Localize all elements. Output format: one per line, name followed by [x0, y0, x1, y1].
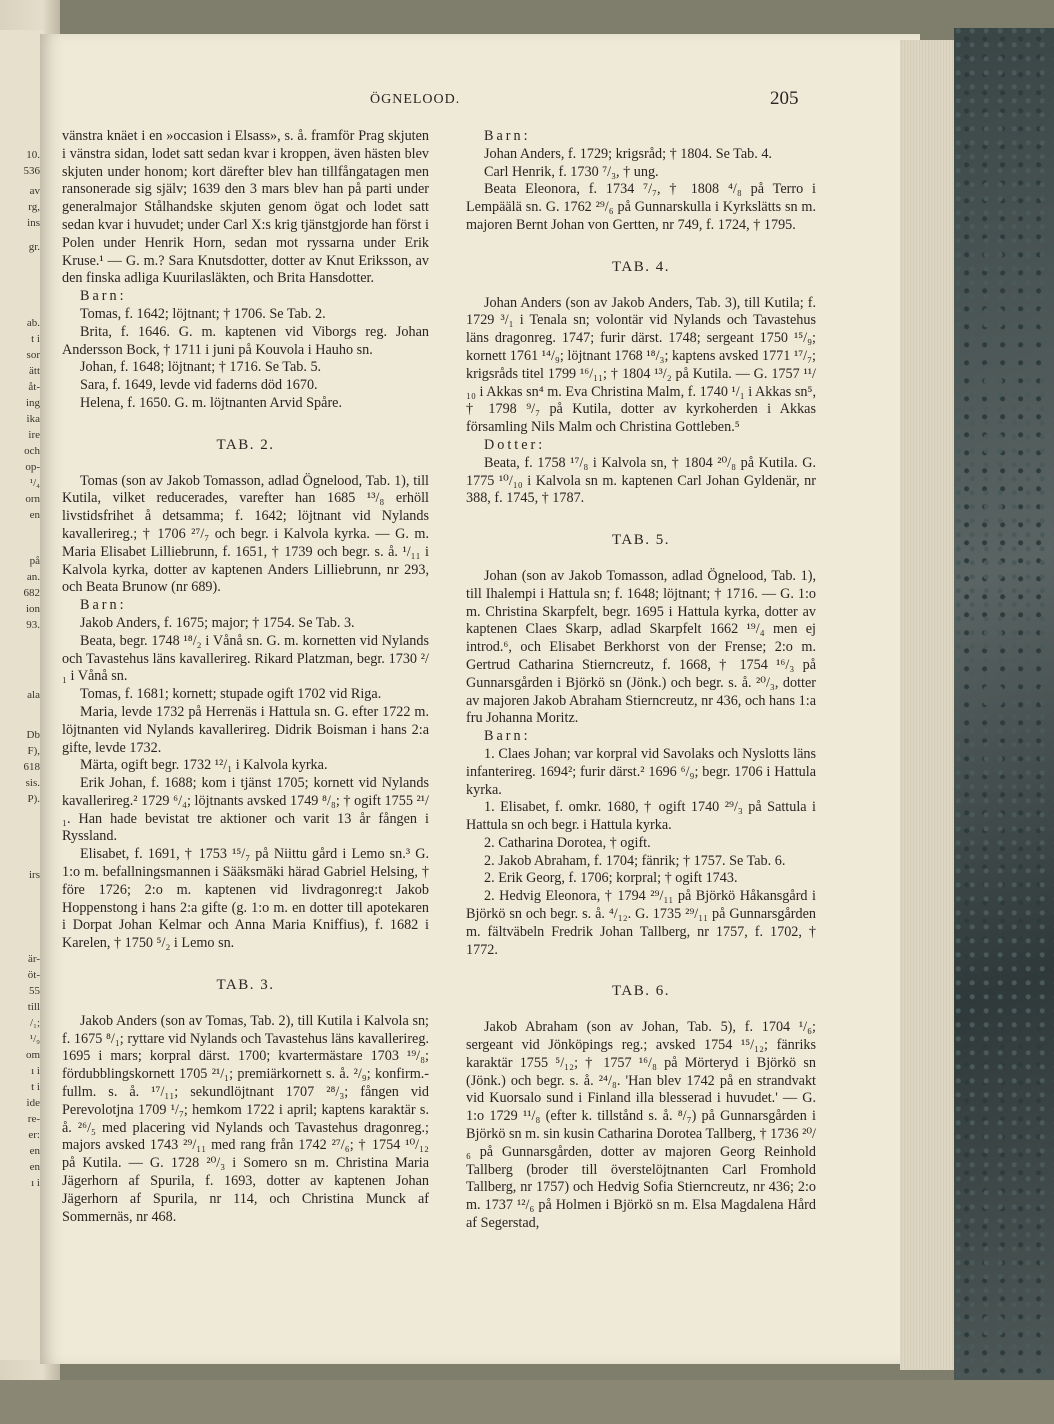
margin-fragment: åt- [28, 381, 40, 393]
child-entry: Johan Anders, f. 1729; krigsråd; † 1804. Se Tab. 4. [484, 145, 772, 162]
margin-fragment: ätt [29, 365, 40, 377]
child-entry: 1. Elisabet, f. omkr. 1680, † ogift 1740 ²⁹/₃ på Sattula i Hattula sn och begr. i Hattula kyrka. [466, 799, 816, 834]
margin-fragment: ing [25, 397, 40, 409]
margin-fragment: op- [25, 461, 40, 473]
margin-fragment: till [27, 1001, 40, 1013]
margin-fragment: öt- [27, 969, 40, 981]
child-entry: Johan, f. 1648; löjtnant; † 1716. Se Tab. 5. [80, 359, 322, 376]
child-entry: 2. Catharina Dorotea, † ogift. [484, 834, 651, 851]
page-block-edge [900, 40, 956, 1370]
margin-fragment: en [29, 1145, 40, 1157]
margin-fragment: sis. [25, 777, 40, 789]
children-label: Barn: [484, 128, 531, 144]
margin-fragment: ala [27, 689, 40, 701]
child-entry: Brita, f. 1646. G. m. kaptenen vid Viborgs reg. Johan Andersson Bock, † 1711 i juni på Kouvola i Hauho sn. [62, 323, 429, 358]
child-entry: Beata Eleonora, f. 1734 ⁷/₇, † 1808 ⁴/₈ på Terro i Lempäälä sn. G. 1762 ²⁹/₆ på Gunnarskulla i Kyrkslätts sn m. majoren Bernt Johan von Gertten, nr 749, f. 1724, † 1795. [466, 181, 816, 233]
child-entry: Elisabet, f. 1691, † 1753 ¹⁵/₇ på Niittu gård i Lemo sn.³ G. 1:o m. befallningsmannen i Sääksmäki härad Gabriel Helsing, † före 1726; 2:o m. kaptenen vid livdragonreg:t Jakob Hoppenstong i hans 2:a gifte (g. 1:o m. en dotter till apotekaren i Dorpat Johan Kelmar och Anna Maria Kniffius), f. 1682 i Karelen, † 1750 ⁵/₂ i Lemo sn. [62, 846, 429, 952]
margin-fragment: ab. [26, 317, 40, 329]
child-entry: Helena, f. 1650. G. m. löjtnanten Arvid Spåre. [80, 394, 343, 411]
child-entry: 2. Jakob Abraham, f. 1704; fänrik; † 1757. Se Tab. 6. [484, 852, 786, 869]
margin-fragment: sor [26, 349, 40, 361]
margin-fragment: er: [28, 1129, 40, 1141]
table-heading-2: TAB. 2. [216, 436, 275, 453]
table-heading-6: TAB. 6. [611, 983, 671, 1000]
table-heading-4: TAB. 4. [611, 258, 671, 275]
children-label: Barn: [80, 597, 127, 614]
child-entry: 2. Hedvig Eleonora, † 1794 ²⁹/₁₁ på Björkö Håkansgård i Björkö sn och begr. s. å. ⁴/₁₂. G. 1735 ²⁹/₁₁ på Gunnarsgården m. fältväbeln Fredrik Johan Tallberg, nr 1757, f. 1702, † 1772. [466, 888, 816, 958]
margin-fragment: ins [27, 217, 40, 229]
tab-6-paragraph: Jakob Abraham (son av Johan, Tab. 5), f. 1704 ¹/₆; sergeant vid Jönköpings reg.; avsked 1754 ¹⁵/₁₂; fänriks karaktär 1755 ⁵/₁₂; † 1757 ¹⁶/₈ på Mörteryd i Björkö sn (Jönk.) och begr. s. å. ²⁴/₈. 'Han blev 1742 på en strandvakt vid Kuorsalo sund i Finland illa blesserad i huvudet.' — G. 1:o 1729 ¹¹/₈ (efter k. tillstånd s. å. ⁸/₇) på Gunnarsgården i Björkö sn m. sin kusin Catharina Dorotea Tallberg, † 1736 ²⁰/₆ på Gunnarsgården, dotter av majoren Georg Reinhold Tallberg (broder till överstelöjtnanten Carl Fromhold Tallberg, nr 1757) och Hedvig Sofia Stierncreutz, nr 436; 2:o m. 1737 ¹²/₆ på Holmen i Björkö sn m. Elsa Magdalena Hård af Segerstad, [466, 1019, 816, 1232]
table-heading-3: TAB. 3. [216, 977, 275, 994]
margin-fragment: en [29, 1161, 40, 1173]
child-entry: Tomas, f. 1681; kornett; stupade ogift 1702 vid Riga. [80, 686, 382, 703]
page-header [0, 88, 1054, 112]
margin-fragment: ion [25, 603, 40, 615]
left-column [62, 128, 429, 1226]
tab-3-paragraph: Jakob Anders (son av Tomas, Tab. 2), till Kutila i Kalvola sn; f. 1675 ⁸/₁; ryttare vid Nylands och Tavastehus läns kavallerireg. 1695 i mars; korpral därst. 1700; kvartermästare 1703 ¹⁹/₈; fördubblingskornett 1705 ²¹/₁; premiärkornett s. å. ²/₉; konfirm.-fullm. s. å. ¹⁷/₁₁; sekundlöjtnant 1707 ²⁸/₃; fången vid Perevolotjna 1709 ¹/₇; hemkom 1722 i april; kaptens karaktär s. å. ²⁶/₅ med placering vid Nylands och Tavastehus dragonreg.; majors avsked 1743 ²⁹/₁₁ med rang från 1742 ²⁷/₆; † 1754 ¹⁰/₁₂ på Kutila. — G. 1728 ²⁰/₃ i Somero sn m. Christina Maria Jägerhorn af Spurila, f. 1693, dotter av kaptenen Johan Jägerhorn af Spurila, nr 114, och Christina Munck af Sommernäs, nr 468. [62, 1012, 429, 1225]
margin-fragment: 618 [23, 761, 40, 773]
child-entry: Sara, f. 1649, levde vid faderns död 1670. [80, 377, 318, 394]
margin-fragment: ¹/₉ [29, 1033, 40, 1045]
child-entry: Maria, levde 1732 på Herrenäs i Hattula sn. G. efter 1722 m. löjtnanten vid Nylands kavallerireg. Didrik Boisman i hans 2:a gifte, levde 1732. [62, 703, 429, 756]
margin-fragment: ı i [31, 1065, 40, 1077]
margin-fragment: orn [25, 493, 40, 505]
margin-fragment: av [29, 185, 40, 197]
table-heading-5: TAB. 5. [611, 532, 671, 549]
margin-fragment: ı i [31, 1177, 40, 1189]
child-entry: Märta, ogift begr. 1732 ¹²/₁ i Kalvola kyrka. [80, 757, 328, 774]
child-entry: Tomas, f. 1642; löjtnant; † 1706. Se Tab. 2. [80, 305, 326, 322]
previous-page-edge [0, 30, 44, 1360]
margin-fragment: 93. [26, 619, 40, 631]
page-number: 205 [770, 88, 799, 109]
margin-fragment: an. [26, 571, 40, 583]
margin-fragment: re- [27, 1113, 40, 1125]
book-cover [954, 28, 1054, 1388]
running-title: ÖGNELOOD. [370, 92, 461, 107]
margin-fragment: på [29, 555, 40, 567]
tab-2-paragraph: Tomas (son av Jakob Tomasson, adlad Ögnelood, Tab. 1), till Kutila, vilket reducerades, varefter han 1685 ¹³/₈ erhöll livstidsfrihet å detsamma; f. 1642; löjtnant vid Nylands kavallerireg.; † 1706 ²⁷/₇ och begr. i Kalvola kyrka. — G. m. Maria Elisabet Lilliebrunn, f. 1651, † 1739 och begr. s. å. ¹/₁₁ i Kalvola kyrka, dotter av kaptenen Anders Lilliebrunn, nr 293, och Beata Brunow (nr 689). [62, 472, 429, 596]
margin-fragment: ide [26, 1097, 40, 1109]
margin-fragment: och [24, 445, 40, 457]
children-label: Barn: [484, 728, 531, 745]
child-entry: 1. Claes Johan; var korpral vid Savolaks och Nyslotts läns infanterireg. 1694²; furir därst.² 1696 ⁶/₉; begr. 1706 i Hattula kyrka. [466, 745, 816, 798]
child-entry: 2. Erik Georg, f. 1706; korpral; † ogift 1743. [484, 870, 738, 887]
margin-fragment: är- [28, 953, 40, 965]
child-entry: Beata, begr. 1748 ¹⁸/₂ i Vånå sn. G. m. kornetten vid Nylands och Tavastehus läns kavallerireg. Rikard Platzman, begr. 1730 ²/₁ i Vånå sn. [62, 632, 429, 685]
tab-4-paragraph: Johan Anders (son av Jakob Anders, Tab. 3), till Kutila; f. 1729 ³/₁ i Tenala sn; volontär vid Nylands och Tavastehus läns dragonreg. 1747; furir därst. 1748; sergeant 1750 ¹⁵/₉; kornett 1761 ¹⁴/₉; löjtnant 1768 ¹⁸/₃; kaptens avsked 1771 ¹⁷/₇; krigsråds titel 1799 ¹⁶/₁₁; † 1804 ¹³/₂ på Kutila. — G. 1757 ¹¹/₁₀ i Akkas sn⁴ m. Eva Christina Malm, f. 1740 ¹/₁ i Akkas sn⁵, † 1798 ⁹/₇ på Kutila, dotter av kyrkoherden i Akkas församling Nils Malm och Christina Gottleben.⁵ [466, 294, 816, 436]
margin-fragment: ¹/₄ [29, 477, 40, 489]
daughter-label: Dotter: [484, 436, 546, 453]
margin-fragment: /₁; [30, 1017, 40, 1029]
paragraph-continued: vänstra knäet i en »occasion i Elsass», s. å. framför Prag skjuten i vänstra sidan, lodet satt sedan kvar i kroppen, även hästen blev skjuten under honom; kort därefter blev han tillfångatagen men ransonerade sig själv; 1639 den 3 mars blev han på parti under generalmajor Stålhandske skjuten genom ögat och lodet satt sedan kvar i huvudet; under Carl X:s krig tjänstgjorde han först i Polen under Henrik Horn, sedan mot ryssarna under Erik Kruse.¹ — G. m.? Sara Knutsdotter, dotter av Knut Eriksson, av den finska adliga Kuurilasläkten, och Brita Hansdotter. [62, 128, 429, 287]
margin-fragment: en [29, 509, 40, 521]
margin-fragment: ika [26, 413, 40, 425]
margin-fragment: Db [26, 729, 40, 741]
margin-fragment: om [25, 1049, 40, 1061]
child-entry: Beata, f. 1758 ¹⁷/₈ i Kalvola sn, † 1804 ²⁰/₈ på Kutila. G. 1775 ¹⁰/₁₀ i Kalvola sn m. kaptenen Carl Johan Gyldenär, nr 388, f. 1745, † 1787. [466, 454, 816, 507]
background-bottom [0, 1380, 1054, 1424]
margin-fragment: F), [27, 745, 40, 757]
child-entry: Carl Henrik, f. 1730 ⁷/₃, † ung. [484, 163, 659, 180]
right-column [466, 128, 816, 1233]
child-entry: Jakob Anders, f. 1675; major; † 1754. Se Tab. 3. [80, 614, 355, 631]
margin-fragment: gr. [28, 241, 40, 253]
margin-fragment: t i [31, 1081, 40, 1093]
margin-fragment: 682 [23, 587, 40, 599]
margin-fragment: P). [27, 793, 40, 805]
margin-fragment: 55 [29, 985, 40, 997]
margin-fragment: rg, [28, 201, 40, 213]
child-entry: Erik Johan, f. 1688; kom i tjänst 1705; kornett vid Nylands kavallerireg.² 1729 ⁶/₄; löjtnants avsked 1749 ⁸/₈; † ogift 1755 ²¹/₁. Han hade bevistat tre aktioner och varit 13 år fången i Ryssland. [62, 775, 429, 845]
children-label: Barn: [80, 288, 127, 305]
margin-fragment: 536 [23, 165, 40, 177]
margin-fragment: ire [28, 429, 40, 441]
margin-fragment: irs [29, 869, 40, 881]
tab-5-paragraph: Johan (son av Jakob Tomasson, adlad Ögnelood, Tab. 1), till Ihalempi i Hattula sn; f. 1648; löjtnant; † 1716. — G. 1:o m. Christina Skarpfelt, begr. 1695 i Hattula kyrka, dotter av kaptenen Claes Skarp, adlad Skarpfelt 1662 ¹⁹/₄ men ej introd.⁶, och Elisabet Berkhorst von der Frense; 2:o m. Gertrud Catharina Stierncreutz, f. 1668, † 1754 ¹⁶/₃ på Gunnarsgården i Björkö sn (Jönk.) och begr. s. å. ²⁰/₃, dotter av majoren Jakob Abraham Stierncreutz, nr 436, och hans 1:a fru Johanna Moritz. [466, 567, 816, 727]
margin-fragment: t i [31, 333, 40, 345]
margin-fragment: 10. [26, 149, 40, 161]
